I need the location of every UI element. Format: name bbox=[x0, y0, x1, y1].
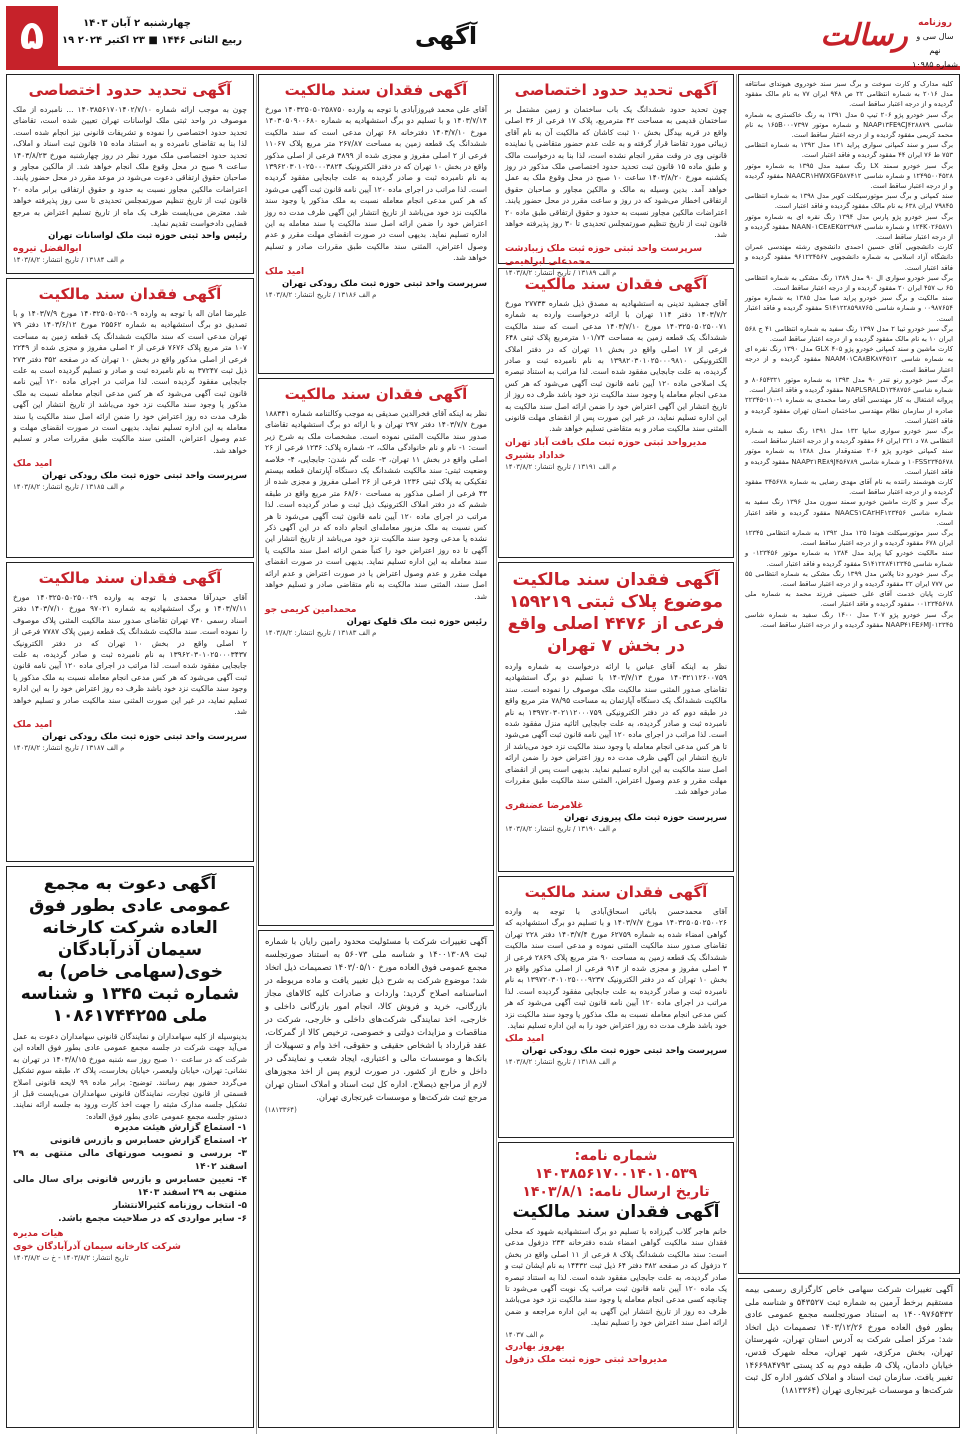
ad-meta: م الف ۱۳۱۸۶ / تاریخ انتشار: ۱۴۰۳/۸/۲ bbox=[265, 290, 377, 299]
listing-item: برگ سبز خودرو سواری سایپا ۱۳۲ مدل ۱۳۹۱ رنگ سفید به شماره انتظامی ۷۸ د ۳۲۱ ایران ۶۶ مفقود گردیده و از درجه اعتبار ساقط است. bbox=[745, 426, 953, 446]
ad-signature: هیات مدیره bbox=[13, 1229, 64, 1240]
ad-lost-deed bbox=[258, 74, 494, 374]
ad-signer-name: خداداد بشیری bbox=[505, 450, 566, 461]
masthead bbox=[6, 6, 960, 70]
ad-signer-name: بهروز بهادری bbox=[505, 1341, 565, 1352]
ad-meta: م الف ۱۳۱۸۹ / تاریخ انتشار: ۱۴۰۳/۸/۲ bbox=[505, 268, 617, 277]
ad-company-changes bbox=[738, 1278, 960, 1428]
listing-item: برگ سبز خودرو پژو پارس مدل ۱۳۹۴ رنگ نقره ای به شماره موتور ۱۲۴K۰۲۶۵۸۷۱ و شماره شاسی NAAN۰۱CE۸EK۵۲۳۹۸۴ مفقود گردیده و از درجه اعتبار ساقط است. bbox=[745, 212, 954, 242]
ad-meta: م الف ۱۳۱۸۷ / تاریخ انتشار: ۱۴۰۳/۸/۲ bbox=[13, 744, 125, 753]
ad-signature: سرپرست واحد ثبتی حوزه ثبت ملک رودکی تهران bbox=[282, 278, 487, 289]
ad-title: آگهی فقدان سند مالکیت bbox=[38, 569, 222, 587]
brand-label: روزنامه bbox=[918, 18, 952, 28]
column-divider bbox=[496, 74, 497, 1434]
listing-item: کارت هوشمند راننده به نام آقای مهدی رضایی به شماره ۳۴۵۶۷۸ مفقود گردیده و از درجه اعتبار ساقط است. bbox=[745, 477, 953, 497]
ad-title: آگهی دعوت به مجمع عمومی عادی بطور فوق العاده شرکت کارخانه سیمان آذرآبادگان خوی(سهامی خاص) به شماره ثبت ۱۳۴۵ و شناسه ملی ۱۰۸۶۱۷۴۴۲۵۵ bbox=[20, 874, 240, 1026]
ad-body: آقای علی محمد فیروزآبادی با توجه به وارده ۱۴۰۳۲۵۰۵۰۲۵۸۷۵۰ مورخ ۱۴۰۳/۷/۱۴ و با تسلیم دو برگ استشهادیه به شماره ۱۴۰۳۰۵۰۹۰۰۶۸۰ مورخ ۱۴۰۳/۷/۱۰ دفترخانه ۶۸ تهران مدعی است که سند مالکیت ششدانگ یک قطعه زمین به مساحت ۲۶۷/۸۷ متر مربع پلاک ۱۱۰۶۷ فرعی از ۲ اصلی مفروز و مجزی شده از ۳۸۹۹ فرعی از اصلی مذکور واقع در بخش ۱۰ تهران که در دفتر الکترونیک ۱۳۹۶۲۰۳۰۱۰۲۵۰۰۰۳۸۲۴ به نام نامبرده ثبت و صادر گردیده به علت جابجایی مفقود گردیده است. لذا مراتب در اجرای ماده ۱۲۰ آیین نامه قانون ثبت آگهی می‌شود که هر کس مدعی انجام معامله نسبت به ملک مذکور یا وجود سند مالکیت نزد خود می‌باشد از تاریخ انتشار این آگهی ظرف مدت ده روز اعتراض خود را ضمن ارائه اصل سند مالکیت یا سند معامله به این اداره تسلیم نماید. بدیهی است در صورت انقضای مهلت مقرر و عدم وصول اعتراض، المثنی سند مالکیت طبق مقررات صادر و تسلیم خواهد شد. bbox=[265, 105, 488, 263]
ad-signature: سرپرست واحد ثبتی حوزه ثبت ملک زیبادشت bbox=[505, 243, 703, 254]
ad-title: آگهی تحدید حدود اختصاصی bbox=[514, 81, 718, 99]
ad-meta: تاریخ انتشار: ۱۴۰۳/۸/۲ - خ ت ۱۴۰۳/۸/۲ bbox=[13, 1254, 129, 1263]
ad-shareholders-meeting bbox=[6, 866, 254, 1428]
column-4 bbox=[738, 74, 960, 1434]
ad-boundary-demarcation bbox=[6, 74, 254, 274]
ad-title: آگهی فقدان سند مالکیت bbox=[512, 1202, 720, 1222]
ad-signature: مدیرواحد ثبتی حوزه ثبت ملک دزفول bbox=[505, 1354, 668, 1365]
ad-title: آگهی فقدان سند مالکیت bbox=[38, 285, 222, 303]
ad-body: آقای محمدحسن بابائی اسحاق‌آبادی با توجه به وارده ۱۴۰۳۲۵۰۵۰۲۵۰۰۲۶ مورخ ۱۴۰۳/۷/۷ و با تسلیم دو برگ استشهادیه که گواهی امضاء شده به شماره ۶۲۷۵۹ مورخ ۱۴۰۳/۷/۴ دفتر ۲۲۸ تهران تقاضای صدور سند مالکیت المثنی نموده و مدعی است سند مالکیت ششدانگ یک قطعه زمین به مساحت ۹۰ متر مربع پلاک ۲۸۶۹ فرعی از ۳ اصلی مفروز و مجزی شده از ۹۱۴ فرعی از اصلی مذکور واقع در بخش ۱۰ تهران که در دفتر الکترونیک ۱۳۹۷۲۰۳۰۱۰۲۵۰۰۰۹۲۳۷ به نام نامبرده ثبت و صادر گردیده به علت جابجایی مفقود گردیده است. لذا مراتب در اجرای ماده ۱۲۰ آیین نامه قانون ثبت آگهی می‌شود که هر کس مدعی انجام معامله نسبت به ملک مذکور یا وجود سند مالکیت نزد خود باشد ظرف مدت ده روز اعتراض خود را به این اداره تسلیم نماید. bbox=[505, 907, 728, 1031]
ad-boundary-demarcation bbox=[498, 74, 734, 277]
listing-item: برگ سبز و سند کمپانی سواری پراید ۱۳۱ مدل ۱۳۹۲ به شماره انتظامی ۷۵۳ ط ۷۶ ایران ۴۴ مفقود گردیده و فاقد اعتبار است. bbox=[745, 141, 953, 160]
ad-lost-deed bbox=[498, 876, 734, 1138]
ad-title: آگهی فقدان سند مالکیت bbox=[524, 883, 708, 901]
ad-title: آگهی فقدان سند مالکیت موضوع پلاک ثبتی ۱۵۹۲۱۹ فرعی از ۴۴۷۶ اصلی واقع در بخش ۷ تهران bbox=[507, 570, 725, 656]
ad-meta: م الف ۱۳۱۸۸ / تاریخ انتشار: ۱۴۰۳/۸/۲ bbox=[505, 1058, 617, 1067]
ad-meta: م الف ۱۳۱۹۱ / تاریخ انتشار: ۱۴۰۳/۸/۲ bbox=[505, 462, 617, 471]
send-date: تاریخ ارسال نامه: ۱۴۰۳/۸/۱ bbox=[522, 1184, 710, 1200]
ad-body: نظر به اینکه آقای عباس با ارائه درخواست به شماره وارده ۱۴۰۳۲۱۱۲۶۰۰۷۵۹ مورخ ۱۴۰۳/۷/۱۳ با تسلیم دو برگ استشهادیه تقاضای صدور المثنی سند مالکیت ملک موصوف را نموده است. سند مالکیت ششدانگ یک دستگاه آپارتمان به مساحت ۷۸/۹۵ متر مربع واقع در طبقه دوم که در دفتر الکترونیکی ۱۳۹۷۲۰۳۰۲۱۱۲۰۰۰۷۵۹ به نام نامبرده ثبت و صادر گردیده، به علت جابجایی اثاثیه منزل مفقود شده است. لذا مراتب در اجرای ماده ۱۲۰ آیین نامه قانون ثبت آگهی می‌شود تا هر کس مدعی انجام معامله یا وجود سند مالکیت نزد خود می‌باشد از تاریخ انتشار این آگهی ظرف مدت ده روز اعتراض خود را ضمن ارائه اصل سند مالکیت به این اداره تسلیم نماید. بدیهی است پس از انقضای مهلت مقرر و عدم وصول اعتراض، المثنی سند مالکیت طبق مقررات صادر خواهد شد. bbox=[505, 662, 728, 797]
ad-signature: سرپرست واحد ثبتی حوزه ثبت ملک رودکی تهران bbox=[522, 1046, 727, 1057]
ad-meta: م الف ۱۳۱۸۵ / تاریخ انتشار: ۱۴۰۳/۸/۲ bbox=[13, 483, 125, 492]
listing-item: برگ سبز خودرو سمند LX رنگ سفید مدل ۱۳۹۵ به شماره موتور ۱۲۴۹۵۰۰۴۵۲۸ و شماره شاسی NAACR۱HWXGF۵۸۷۴۱۲ مفقود گردیده و از درجه اعتبار ساقط است. bbox=[745, 161, 953, 191]
ad-lost-deed bbox=[258, 378, 494, 926]
ad-body: علیرضا امان اله با توجه به وارده ۱۴۰۳۲۵۰۵۰۲۵۰۰۹ مورخ ۱۴۰۳/۷/۹ و با تصدیق دو برگ استشهادیه به شماره ۲۵۵۶۲ مورخ ۱۴۰۳/۶/۱۲ دفتر ۷۹ تهران مدعی است که سند مالکیت ششدانگ یک قطعه زمین به مساحت ۱۰۷ متر مربع پلاک ۷۶۷۶ فرعی از ۲ اصلی مفروز و مجزی شده از ۲۲۴۹ فرعی از اصلی مذکور واقع در بخش ۱۰ تهران که در صفحه ۳۵۲ دفتر ۲۷۳ ذیل ثبت ۳۷۲۴۷ به نام نامبرده ثبت و صادر و تسلیم گردیده است به علت جابجایی مفقود گردیده است. لذا مراتب در اجرای ماده ۱۲۰ آیین نامه قانون ثبت آگهی می‌شود که هر کس مدعی انجام معامله نسبت به ملک مذکور یا وجود سند مالکیت نزد خود می‌باشد از تاریخ انتشار این آگهی ظرف مدت ده روز اعتراض خود را ضمن ارائه اصل سند مالکیت یا سند معامله به این اداره تسلیم نماید. بدیهی است در صورت انقضای مهلت و عدم وصول اعتراض، المثنی سند مالکیت طبق مقررات صادر و تسلیم خواهد شد. bbox=[13, 309, 248, 455]
ad-signer-name: غلامرضا عضنفری bbox=[505, 800, 584, 811]
listing-item: برگ سبز خودرو تیبا ۲ مدل ۱۳۹۷ رنگ سفید به شماره انتظامی ۴۱ ج ۵۶۸ ایران ۱۰ به نام مالک مفقود گردیده و از درجه اعتبار ساقط است. bbox=[745, 324, 954, 344]
ad-body: چون به موجب ارائه شماره ۱۴۰۳۸۵۶۱۷۰۱۴۰۲/۷/۱۰ ... نامبرده از ملک موصوف در واحد ثبتی ملک لواسانات تهران تعیین شده است، تقاضای تحدید حدود اختصاصی را نموده و تشریفات قانونی نیز انجام شده است. لذا بنا به تقاضای نامبرده و به استناد ماده ۱۵ قانون ثبت اسناد و املاک، تحدید حدود اختصاصی ملک مورد نظر در روز چهارشنبه مورخ ۱۴۰۳/۸/۲۳ ساعت ۹ صبح در محل وقوع ملک انجام خواهد شد. از مالکین مجاور و صاحبان حقوق ارتفاقی دعوت می‌شود در موعد مقرر در محل حضور یابند. اعتراضات مالکین مجاور نسبت به حدود و حقوق ارتفاقی برابر ماده ۲۰ قانون ثبت از تاریخ تنظیم صورتمجلس تحدیدی تا سی روز پذیرفته خواهد شد. معترض می‌بایست ظرف یک ماه از تاریخ تسلیم اعتراض به مرجع قضایی دادخواست تقدیم نماید. bbox=[13, 105, 248, 229]
ad-body: چون تحدید حدود ششدانگ یک باب ساختمان و زمین مشتمل بر ساختمان قدیمی به مساحت ۴۲ مترمربع، پلاک ۱۷ فرعی از ۳۶ اصلی واقع در قریه بیدگل بخش ۱۰ ثبت کاشان که مالکیت آن به نام آقای زیبائی مورد تقاضا قرار گرفته و به علت عدم حضور متقاضی یا نماینده قانونی وی در وقت مقرر انجام نشده است، لذا بنا به درخواست مالک و طبق ماده ۱۵ قانون ثبت تحدید حدود اختصاصی ملک مذکور در روز یکشنبه مورخ ۱۴۰۳/۸/۲۰ ساعت ۱۰ صبح در محل وقوع ملک به عمل خواهد آمد. بدین وسیله به مالک و مالکین مجاور و صاحبان حقوق ارتفاقی اخطار می‌شود که در روز و ساعت مقرر در محل حضور یابند. اعتراضات مالکین مجاور نسبت به حدود و حقوق ارتفاقی طبق ماده ۲۰ قانون ثبت از تاریخ تنظیم صورتمجلس تحدیدی تا ۳۰ روز پذیرفته خواهد شد. bbox=[505, 105, 727, 240]
letter-number: شماره نامه: ۱۴۰۳۸۵۶۱۷۰۰۱۴۰۱۰۵۳۹ bbox=[534, 1148, 698, 1182]
listing-item: پروانه اشتغال به کار مهندسی آقای رضا محمدی به شماره ۱-۱۱۰-۲۲۳۴۵ صادره از سازمان نظام مهندسی ساختمان استان تهران مفقود گردیده و فاقد اعتبار است. bbox=[745, 396, 953, 425]
ad-body: آقای جمشید تدینی به استشهادیه به مصدق ذیل شماره ۲۷۷۳۳ مورخ ۱۴۰۳/۷/۲ دفتر ۱۱۴ تهران با ارائه درخواست وارده به شماره ۱۴۰۳۲۵۰۵۰۲۵۰۰۷۱ مورخ ۱۴۰۳/۷/۱۰ مدعی است که سند مالکیت ششدانگ یک قطعه زمین به مساحت ۱۰۱/۷۴ مترمربع پلاک ثبتی ۶۴۸ فرعی از ۱۷ اصلی واقع در بخش ۱۱ تهران که در دفتر املاک الکترونیکی ۱۳۹۸۲۰۳۰۱۰۲۵۰۰۰۹۸۱۰ به نام نامبرده ثبت و صادر گردیده، به علت جابجایی مفقود شده است. لذا مراتب به استناد تبصره یک اصلاحی ماده ۱۲۰ آیین نامه قانون ثبت آگهی می‌شود که هر کس مدعی انجام معامله یا وجود سند مالکیت نزد خود باشد ظرف ده روز از تاریخ انتشار این آگهی اعتراض خود را ضمن ارائه اصل سند مالکیت به این اداره تسلیم نماید، در غیر این صورت پس از انقضای مهلت قانونی المثنی سند مالکیت صادر و به متقاضی تسلیم خواهد شد. bbox=[505, 299, 728, 434]
ad-lost-deed-plaque bbox=[498, 562, 734, 872]
ad-signer-name: محمدعلی ابراهیمی bbox=[505, 256, 591, 267]
column-divider bbox=[256, 74, 257, 1434]
ad-lost-deed bbox=[6, 278, 254, 558]
ad-meta: م الف ۱۳۱۸۳ / تاریخ انتشار: ۱۴۰۳/۸/۲ bbox=[265, 628, 377, 637]
ad-signature: سرپرست حوزه ثبت ملک پیروزی تهران bbox=[564, 812, 727, 823]
listing-item: سند کمپانی و برگ سبز موتورسیکلت کویر مدل ۱۳۹۸ به شماره انتظامی ۷۹۸۴۵ ایران ۶۳۸ به نام مالک مفقود گردیده و فاقد اعتبار است. bbox=[745, 192, 954, 211]
ad-signature: سرپرست واحد ثبتی حوزه ثبت ملک رودکی تهران bbox=[42, 732, 247, 743]
ad-signature: رئیس واحد ثبتی حوزه ثبت ملک لواسانات تهران bbox=[48, 231, 247, 242]
ad-meta: م الف ۱۳۱۹۰ / تاریخ انتشار: ۱۴۰۳/۸/۲ bbox=[505, 824, 617, 833]
ad-body: آقای حیدرآقا محمدی با توجه به وارده ۱۴۰۳۲۵۰۵۰۲۵۰۰۲۹ مورخ ۱۴۰۳/۷/۱۱ و برگ استشهادیه به شماره ۹۷۰۲۱ مورخ ۱۴۰۳/۷/۱۰ دفتر اسناد رسمی ۷۴۰ تهران تقاضای صدور سند مالکیت المثنی پلاک موصوف را نموده است. سند مالکیت ششدانگ یک قطعه زمین پلاک ۷۷۸۷ فرعی از ۲ اصلی واقع در بخش ۱۰ تهران که در دفتر الکترونیک ۱۳۹۶۲۰۳۰۱۰۲۵۰۰۰۳۴۳۷ به نام نامبرده ثبت و صادر گردیده، به علت جابجایی مفقود شده است. لذا مراتب در اجرای ماده ۱۲۰ آیین نامه قانون ثبت آگهی می‌شود که هر کس مدعی انجام معامله نسبت به ملک مذکور یا وجود سند مالکیت نزد خود باشد ظرف ده روز اعتراض خود را به این اداره تسلیم نماید، در غیر این صورت المثنی سند مالکیت صادر و تسلیم خواهد شد. bbox=[13, 593, 248, 717]
issue-info bbox=[910, 6, 960, 76]
column-3 bbox=[498, 74, 734, 1434]
ad-meta: م الف ۱۴۰۳۷ bbox=[505, 1330, 544, 1339]
ad-lost-deed-dezful bbox=[498, 1142, 734, 1428]
ad-signer-name: محمدامین کریمی جو bbox=[265, 604, 357, 615]
newspaper-logo: رسالت bbox=[820, 18, 908, 53]
ad-body: بدینوسیله از کلیه سهامداران و نمایندگان قانونی سهامداران دعوت به عمل می‌آید جهت شرکت در جلسه مجمع عمومی عادی بطور فوق العاده این شرکت که در ساعت ۱۰ صبح روز سه شنبه مورخ ۱۴۰۳/۸/۱۵ در تهران به نشانی: تهران، خیابان ولیعصر، خیابان بخارست، پلاک ۲، طبقه سوم تشکیل می‌گردد حضور بهم رسانند. توضیح: برابر ماده ۹۹ لایحه قانونی اصلاح قسمتی از قانون تجارت، نمایندگان قانونی سهامداران می‌بایست قبل از تشکیل جلسه مدارک مثبته را جهت اخذ کارت ورود به جلسه ارائه نمایند. دستور جلسه مجمع عمومی عادی بطور فوق العاده: bbox=[13, 1032, 248, 1121]
ad-body: آگهی تغییرات شرکت سهامی خاص کارگزاری رسمی بیمه مستقیم برخط آرمین به شماره ثبت ۵۴۳۵۲۷ و شناسه ملی ۱۴۰۰۹۷۶۵۴۳۲ به استناد صورتجلسه مجمع عمومی عادی بطور فوق العاده مورخ ۱۴۰۳/۱۲/۲۶ تصمیمات ذیل اتخاذ شد: مرکز اصلی شرکت به آدرس استان تهران، شهرستان تهران، بخش مرکزی، شهر تهران، محله شهرک قدس، خیابان دادمان، پلاک ۵، طبقه دوم به کد پستی ۱۴۶۶۹۸۴۷۹۳ تغییر یافت. سازمان ثبت اسناد و املاک کشور اداره کل ثبت شرکت‌ها و موسسات غیرتجاری تهران (۱۸۱۳۳۶۴) bbox=[745, 1284, 954, 1395]
ad-lost-deed bbox=[6, 562, 254, 862]
listing-item: برگ سبز خودرو پژو ۲۰۷ مدل ۱۴۰۰ رنگ سفید به شماره شاسی NAAP۴۱FE۶MJ۰۱۲۳۴۵ مفقود گردیده و از درجه اعتبار ساقط است. bbox=[745, 610, 954, 629]
issue-dates bbox=[62, 6, 243, 72]
ad-title: آگهی فقدان سند مالکیت bbox=[284, 385, 468, 403]
section-title: آگهی bbox=[414, 22, 478, 50]
ad-meta: م الف ۱۳۱۸۴ / تاریخ انتشار: ۱۴۰۳/۸/۲ bbox=[13, 256, 125, 265]
listing-item: برگ سبز موتورسیکلت هوندا ۱۲۵ مدل ۱۳۹۲ به شماره انتظامی ۱۲۳۴۵ ایران ۶۷۸ مفقود گردیده و از درجه اعتبار ساقط است. bbox=[745, 528, 953, 548]
listing-item: کارت ماشین و سند کمپانی خودرو پژو ۴۰۵ GLX مدل ۱۳۹۰ رنگ نقره ای به شماره شاسی NAAM۰۱CA۸BK۸۷۴۵۱۲ مفقود گردیده و از درجه اعتبار ساقط است. bbox=[745, 345, 953, 374]
ad-title: آگهی فقدان سند مالکیت bbox=[284, 81, 468, 99]
listing-item: برگ سبز خودرو پژو ۲۰۶ تیپ ۵ مدل ۱۳۹۱ به رنگ خاکستری به شماره شاسی NAAP۱۳FE۹CJ۴۲۸۸۷۹ و شماره موتور ۱۶۵B۰۰۰۷۳۹۷ به نام محمد کریمی مفقود گردیده و از درجه اعتبار ساقط است. bbox=[745, 110, 954, 140]
column-1 bbox=[6, 74, 254, 1434]
page-number: ۵ bbox=[6, 6, 58, 66]
ad-title: آگهی تحدید حدود اختصاصی bbox=[28, 81, 232, 99]
listing-item: برگ سبز خودرو سواری ال ۹۰ مدل ۱۳۸۹ رنگ مشکی به شماره انتظامی ۶۵ ب ۴۵۷ ایران ۲۰ مفقود گردیده و از درجه اعتبار ساقط است. bbox=[745, 273, 954, 293]
listing-item: برگ سبز خودرو رنو تندر ۹۰ مدل ۱۳۹۳ به شماره موتور ۸۰۶۵۴۳۲۱ و شماره شاسی NAPLSRALD۱۳۴۸۷۵۶ مفقود گردیده و فاقد اعتبار است. bbox=[745, 375, 953, 395]
listing-item: سند مالکیت و برگ سبز خودرو پراید صبا مدل ۱۳۸۵ به شماره موتور ۰۰۹۸۷۶۵۴ و شماره شاسی S۱۴۱۲۲۸۵۹۸۷۶۵ مفقود گردیده و فاقد اعتبار است. bbox=[745, 294, 953, 323]
listing-item: برگ سبز خودرو دنا پلاس مدل ۱۳۹۹ رنگ مشکی به شماره انتظامی ۵۵ س ۷۷۷ ایران ۲۲ مفقود گردیده و از درجه اعتبار ساقط است. bbox=[745, 569, 953, 588]
ad-title: آگهی فقدان سند مالکیت bbox=[524, 275, 708, 293]
ad-meta: (۱۸۱۳۳۶۴) bbox=[265, 1106, 297, 1114]
ad-company-changes bbox=[258, 930, 494, 1428]
ad-signer-name: امید ملک bbox=[13, 720, 53, 731]
listing-item: کلیه مدارک و کارت سوخت و برگ سبز سند خودروی هیوندای سانتافه مدل ۲۰۱۶ به شماره انتظامی ۲۲ ص ۹۴۸ ایران ۷۷ به نام مالک مفقود گردیده و از درجه اعتبار ساقط است. bbox=[745, 80, 953, 109]
ad-signature: مدیرواحد ثبتی حوزه ثبت ملک بافت آباد تهران bbox=[505, 437, 707, 448]
date-persian: چهارشنبه ۲ آبان ۱۴۰۳ bbox=[83, 18, 191, 29]
ad-signature: رئیس حوزه ثبت ملک قلهک تهران bbox=[346, 616, 487, 627]
date-hijri-gregorian: ۱۹ ربیع الثانی ۱۴۴۶ ■ ۲۳ اکتبر ۲۰۲۴ bbox=[62, 35, 243, 46]
listing-item: سند مالکیت خودرو کیا پراید مدل ۱۳۸۴ به شماره موتور ۰۱۲۳۴۵۶ و شماره شاسی S۱۴۱۲۲۸۴۱۲۳۴۵ مفقود گردیده و فاقد اعتبار است. bbox=[745, 549, 953, 568]
column-divider bbox=[736, 74, 737, 1434]
meeting-agenda: ۱- استماع گزارش هیئت مدیره ۲- استماع گزارش حسابرس و بازرس قانونی ۳- بررسی و تصویب صورتهای مالی منتهی به ۲۹ اسفند ۱۴۰۲ ۴- تعیین حسابرس و بازرس قانونی برای سال مالی منتهی به ۲۹ اسفند ۱۴۰۳ ۵- انتخاب روزنامه کثیرالانتشار ۶- سایر مواردی که در صلاحیت مجمع باشد. bbox=[13, 1123, 247, 1225]
column-2 bbox=[258, 74, 494, 1434]
ad-body: خانم هاجر گلاب گیرزاده با تسلیم دو برگ استشهادیه شهود که محلی فقدان سند مالکیت گواهی امضاء شده دفترخانه ۲۳۳ دزفول مدعی است: سند مالکیت ششدانگ پلاک ۸ فرعی از ۱۱ اصلی واقع در بخش ۲ دزفول که در صفحه ۳۸۲ دفتر ۶۴ ذیل ثبت ۱۴۴۳۲ به نام ایشان ثبت و صادر گردیده، به علت جابجایی مفقود شده است. لذا به استناد تبصره یک ماده ۱۲۰ آیین نامه قانون ثبت مراتب یک نوبت آگهی می‌شود تا چنانچه کسی مدعی انجام معامله یا وجود سند مالکیت نزد خود می‌باشد ظرف ده روز از تاریخ انتشار این آگهی به این اداره مراجعه و ضمن ارائه اصل سند اعتراض خود را تسلیم نماید. bbox=[505, 1227, 728, 1328]
ad-signer-name: امید ملک bbox=[13, 459, 53, 470]
year-line: سال سی و نهم bbox=[916, 32, 954, 55]
ad-body: آگهی تغییرات شرکت با مسئولیت محدود رامین رایان با شماره ثبت ۱۴۰۰۱۳۰۸۹ و شناسه ملی ۵۶۰۷۳ به استناد صورتجلسه مجمع عمومی فوق العاده مورخ ۱۴۰۳/۰۵/۱۰ تصمیمات ذیل اتخاذ شد: موضوع شرکت به شرح ذیل تغییر یافت و ماده مربوطه در اساسنامه اصلاح گردید: واردات و صادرات کلیه کالاهای مجاز بازرگانی، خرید و فروش کالا، انجام امور بازرگانی داخلی و خارجی، اخذ نمایندگی شرکت‌های داخلی و خارجی، شرکت در مناقصات و مزایدات دولتی و خصوصی، ترخیص کالا از گمرکات، عقد قرارداد با اشخاص حقیقی و حقوقی، اخذ وام و تسهیلات از بانک‌ها و موسسات مالی و اعتباری، ایجاد شعب و نمایندگی در داخل و خارج از کشور. در صورت لزوم پس از اخذ مجوزهای لازم از مراجع ذیصلاح. اداره کل ثبت اسناد و املاک استان تهران مرجع ثبت شرکت‌ها و موسسات غیرتجاری تهران. bbox=[265, 936, 487, 1102]
issue-number: شماره ۱۰۹۸۵ bbox=[912, 60, 958, 69]
ad-signer-name: امید ملک bbox=[265, 266, 305, 277]
company-name: شرکت کارخانه سیمان آذرآبادگان خوی bbox=[13, 1242, 181, 1253]
ad-signer-name: ابوالفضل تیروه bbox=[13, 244, 82, 255]
lost-items-listing bbox=[738, 74, 960, 1274]
ad-body: نظر به اینکه آقای فخرالدین صدیقی به موجب وکالتنامه شماره ۱۸۸۳۴۱ مورخ ۱۴۰۳/۷/۷ دفتر ۲۹۷ تهران و با ارائه دو برگ استشهادیه تقاضای صدور سند مالکیت المثنی نموده است. مشخصات ملک به شرح زیر است: ۱- نام و نام خانوادگی مالک، ۲- شماره پلاک: ۱۲۳۶ فرعی از ۲۶ اصلی واقع در بخش ۱۱ تهران، ۳- علت گم شدن: جابجایی، ۴- خلاصه وضعیت ثبتی: سند مالکیت ششدانگ یک دستگاه آپارتمان قطعه بیستم تفکیکی به پلاک ثبتی ۱۲۳۶ فرعی از ۲۶ اصلی مفروز و مجزی شده از ۴۳ فرعی از اصلی مذکور به مساحت ۶۸/۶۰ متر مربع واقع در طبقه ششم که در دفتر املاک الکترونیک ذیل ثبت و صادر گردیده است. لذا مراتب در اجرای ماده ۱۲۰ آیین نامه قانون ثبت آگهی می‌شود تا هر کس نسبت به ملک مزبور معامله‌ای انجام داده که در این آگهی ذکر نشده یا مدعی وجود سند مالکیت نزد خود می‌باشد از تاریخ انتشار این آگهی تا ده روز اعتراض خود را کتباً ضمن ارائه اصل سند مالکیت یا سند معامله به این اداره تسلیم نماید. بدیهی است در صورت انقضای مهلت مقرر و عدم وصول اعتراض یا در صورت اعتراض و عدم ارائه اصل سند، المثنی سند مالکیت به نام متقاضی صادر و تسلیم خواهد شد. bbox=[265, 409, 488, 601]
ad-lost-deed bbox=[498, 268, 734, 558]
listing-item: کارت دانشجویی آقای حسین احمدی دانشجوی رشته مهندسی عمران دانشگاه آزاد اسلامی به شماره دانشجویی ۹۶۱۲۳۴۵۶۷ مفقود گردیده و فاقد اعتبار است. bbox=[745, 243, 953, 272]
listing-item: کارت پایان خدمت آقای علی حسینی فرزند محمد به شماره ملی ۰۰۱۲۳۴۵۶۷۸ مفقود گردیده و فاقد اعتبار است. bbox=[745, 590, 953, 609]
ad-signer-name: امید ملک bbox=[505, 1034, 545, 1045]
ad-signature: سرپرست واحد ثبتی حوزه ثبت ملک رودکی تهران bbox=[42, 471, 247, 482]
listing-item: سند کمپانی خودرو پژو ۲۰۶ صندوقدار مدل ۱۳۸۸ به شماره موتور ۱۰FSS۲۳۴۵۶۷۸ و شماره شاسی NAAP۲۱RE۸۹J۴۵۶۷۸۹ مفقود گردیده و فاقد اعتبار است. bbox=[745, 447, 953, 476]
listing-item: برگ سبز و کارت ماشین خودرو سمند سورن مدل ۱۳۹۶ رنگ سفید به شماره شاسی NAACS۱CA۲HF۱۲۳۴۵۶ مفقود گردیده و فاقد اعتبار است. bbox=[745, 498, 953, 527]
